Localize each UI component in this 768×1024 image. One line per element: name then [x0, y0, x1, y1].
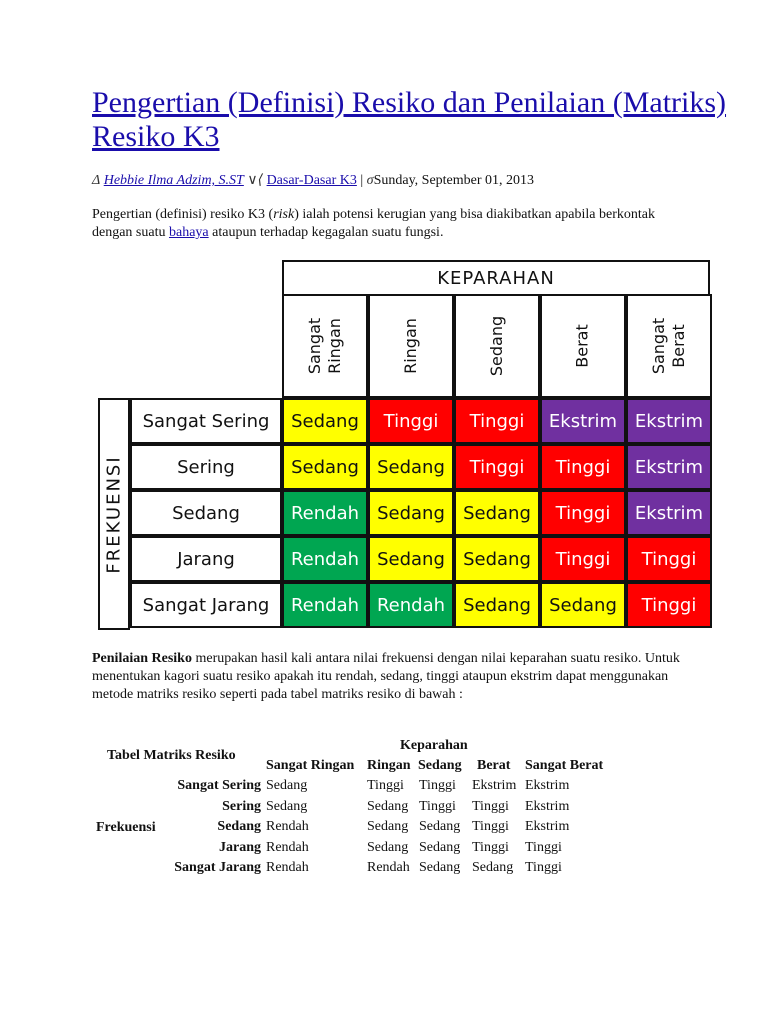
post-meta — [92, 172, 534, 189]
bahaya-link[interactable]: bahaya — [168, 225, 209, 240]
table-group-header: Keparahan — [400, 738, 468, 753]
matrix-col-header — [368, 294, 454, 398]
matrix-cell: Tinggi — [540, 444, 626, 490]
page-title — [92, 86, 732, 154]
side-label-text: FREKUENSI — [103, 454, 125, 574]
matrix-cell: Rendah — [282, 582, 368, 628]
table-row-label: Sedang — [217, 819, 261, 834]
category-icon: ∨⟨ — [247, 173, 264, 188]
table-cell: Ekstrim — [472, 778, 517, 793]
table-cell: Rendah — [266, 839, 309, 855]
table-cell: Tinggi — [525, 860, 562, 875]
matrix-col-header-text: Berat — [572, 324, 592, 368]
table-col-header: Berat — [477, 758, 511, 773]
matrix-cell: Rendah — [282, 490, 368, 536]
matrix-cell: Tinggi — [540, 490, 626, 536]
risk-matrix-image — [96, 258, 712, 632]
matrix-cell: Sedang — [454, 582, 540, 628]
author-icon: Δ — [92, 173, 101, 188]
table-cell: Ekstrim — [525, 798, 570, 814]
matrix-cell: Tinggi — [540, 536, 626, 582]
matrix-cell: Tinggi — [454, 444, 540, 490]
table-cell: Ekstrim — [525, 778, 570, 793]
matrix-header: KEPARAHAN — [282, 260, 710, 296]
intro-text-1: Pengertian (definisi) resiko K3 ( — [92, 207, 274, 222]
matrix-cell: Tinggi — [626, 582, 712, 628]
matrix-col-header-text: Sedang — [486, 315, 506, 377]
matrix-col-header-text: Ringan — [401, 318, 420, 374]
matrix-cell: Sedang — [368, 490, 454, 536]
assessment-paragraph — [92, 650, 692, 704]
table-row-label: Sangat Jarang — [174, 860, 261, 875]
table-col-header: Sangat Berat — [525, 758, 604, 773]
table-row-label: Jarang — [219, 839, 261, 855]
matrix-cell: Sedang — [282, 398, 368, 444]
matrix-row-label: Sedang — [130, 490, 282, 536]
matrix-cell: Sedang — [282, 444, 368, 490]
matrix-row-label: Sering — [130, 444, 282, 490]
meta-separator: | — [360, 173, 364, 188]
table-cell: Sedang — [367, 798, 409, 814]
table-caption: Tabel Matriks Resiko — [107, 748, 236, 763]
intro-text-3: ataupun terhadap kegagalan suatu fungsi. — [208, 225, 444, 240]
table-row-label: Sering — [222, 798, 261, 814]
table-cell: Ekstrim — [525, 819, 570, 834]
table-row-label: Sangat Sering — [177, 778, 261, 793]
matrix-cell: Tinggi — [626, 536, 712, 582]
table-cell: Rendah — [266, 860, 309, 875]
table-cell: Sedang — [367, 839, 409, 855]
table-cell: Rendah — [367, 860, 410, 875]
matrix-cell: Ekstrim — [626, 490, 712, 536]
matrix-col-header — [626, 294, 712, 398]
intro-text-2: ) ialah potensi kerugian yang bisa diakibatkan apabila berkontak dengan suatu — [92, 207, 655, 240]
table-cell: Sedang — [472, 860, 514, 875]
table-cell: Tinggi — [419, 778, 456, 793]
matrix-cell: Sedang — [454, 490, 540, 536]
assessment-term: Penilaian Resiko — [92, 651, 192, 666]
author-link[interactable]: Hebbie Ilma Adzim, S.ST — [103, 173, 244, 188]
title-link[interactable]: Pengertian (Definisi) Resiko dan Penilaian (Matriks) Resiko K3 — [92, 86, 727, 153]
post-date: Sunday, September 01, 2013 — [373, 173, 535, 188]
matrix-cell: Sedang — [368, 536, 454, 582]
table-cell: Sedang — [419, 819, 461, 834]
table-col-header: Ringan — [367, 758, 411, 773]
matrix-col-header-text: Sangat Ringan — [305, 317, 344, 375]
matrix-cell: Ekstrim — [540, 398, 626, 444]
table-cell: Sedang — [419, 839, 461, 855]
matrix-col-header-text: Sangat Berat — [649, 317, 688, 375]
table-cell: Sedang — [367, 819, 409, 834]
table-col-header: Sangat Ringan — [266, 758, 355, 773]
assessment-text: merupakan hasil kali antara nilai frekuensi dengan nilai keparahan suatu resiko. Untuk menentukan kagori suatu resiko apakah itu rendah, sedang, tinggi ataupun ekstrim dapat menggunakan metode matriks resiko seperti pada tabel matriks resiko di bawah : — [92, 651, 680, 702]
matrix-cell: Ekstrim — [626, 444, 712, 490]
table-cell: Tinggi — [472, 798, 509, 814]
table-cell: Sedang — [419, 860, 461, 875]
table-col-header: Sedang — [418, 758, 462, 773]
table-cell: Sedang — [266, 778, 308, 793]
category-link[interactable]: Dasar-Dasar K3 — [266, 173, 357, 188]
matrix-row-label: Sangat Sering — [130, 398, 282, 444]
matrix-cell: Tinggi — [454, 398, 540, 444]
matrix-col-header — [282, 294, 368, 398]
table-row-group: Frekuensi — [96, 820, 156, 835]
matrix-cell: Sedang — [540, 582, 626, 628]
matrix-cell: Rendah — [282, 536, 368, 582]
table-cell: Tinggi — [419, 798, 456, 814]
table-cell: Tinggi — [472, 819, 509, 834]
matrix-cell: Ekstrim — [626, 398, 712, 444]
matrix-cell: Rendah — [368, 582, 454, 628]
table-cell: Rendah — [266, 819, 309, 834]
matrix-cell: Tinggi — [368, 398, 454, 444]
matrix-row-label: Sangat Jarang — [130, 582, 282, 628]
matrix-row-label: Jarang — [130, 536, 282, 582]
intro-risk-term: risk — [273, 207, 295, 222]
matrix-cell: Sedang — [368, 444, 454, 490]
table-cell: Sedang — [266, 798, 308, 814]
date-icon: σ — [366, 173, 374, 188]
matrix-cell: Sedang — [454, 536, 540, 582]
matrix-col-header — [540, 294, 626, 398]
intro-paragraph — [92, 206, 692, 242]
matrix-side-label — [98, 398, 130, 630]
table-cell: Tinggi — [472, 839, 509, 855]
table-cell: Tinggi — [525, 839, 562, 855]
matrix-col-header — [454, 294, 540, 398]
table-cell: Tinggi — [367, 778, 404, 793]
